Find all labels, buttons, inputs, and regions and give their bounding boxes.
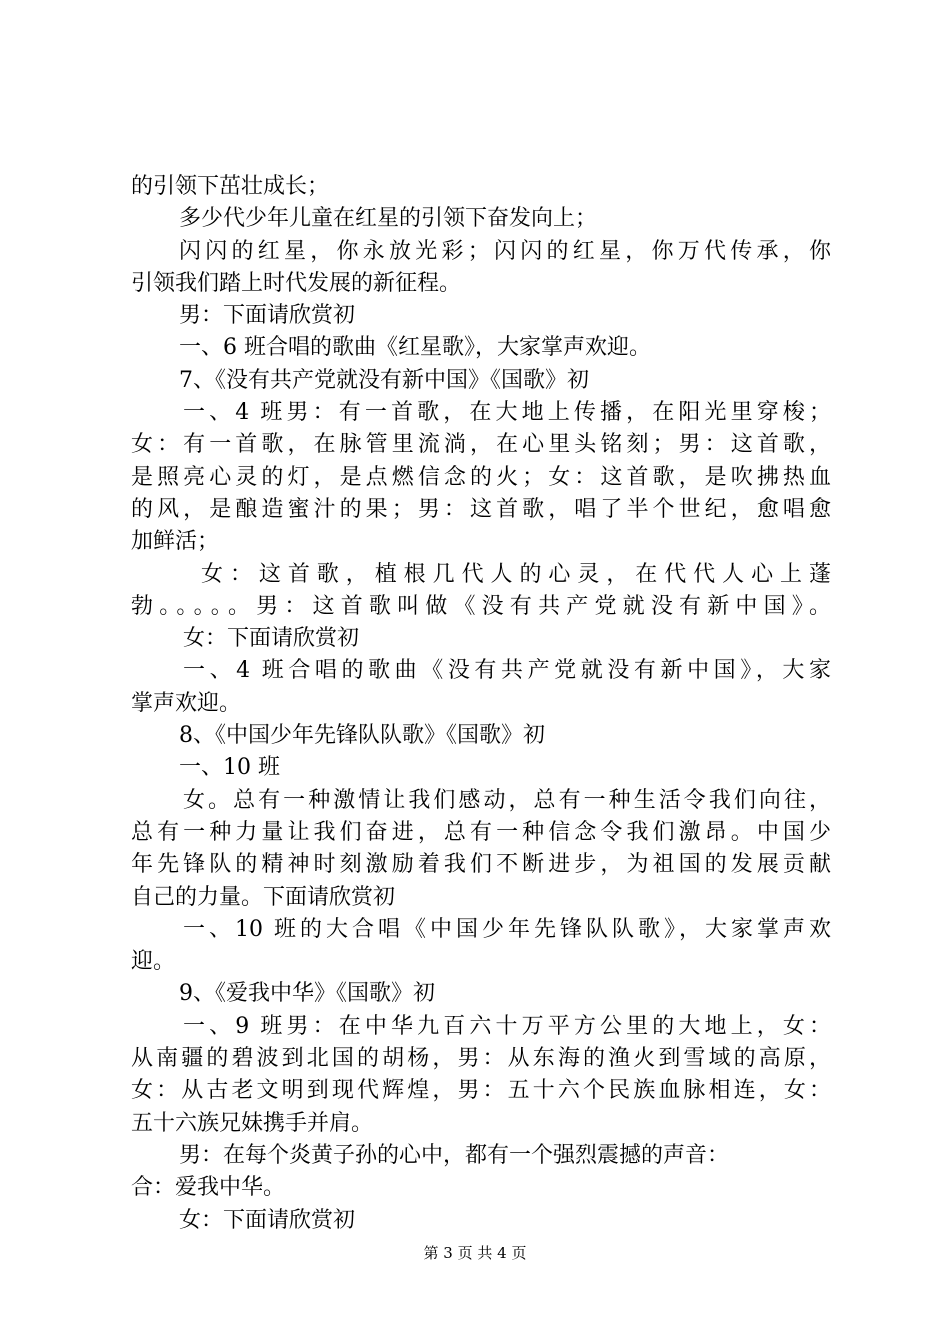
- text-line: 的风，是酿造蜜汁的果；男：这首歌，唱了半个世纪，愈唱愈: [131, 496, 831, 522]
- text-line: 掌声欢迎。: [131, 690, 242, 716]
- text-line: 闪闪的红星，你永放光彩；闪闪的红星，你万代传承，你: [179, 238, 831, 264]
- text-line: 8、《中国少年先锋队队歌》《国歌》初: [179, 723, 545, 749]
- page-number-label: 第 3 页 共 4 页: [423, 1244, 527, 1262]
- document-body: [131, 171, 831, 1237]
- text-line: 一、10 班: [179, 755, 280, 781]
- text-line: 女。总有一种激情让我们感动，总有一种生活令我们向往，: [183, 787, 831, 813]
- text-line: 勃。。。。。男：这首歌叫做《没有共产党就没有新中国》。: [131, 593, 831, 619]
- text-line: 一、4 班合唱的歌曲《没有共产党就没有新中国》，大家: [183, 658, 831, 684]
- text-line: 合：爱我中华。: [131, 1175, 286, 1201]
- text-line: 多少代少年儿童在红星的引领下奋发向上；: [179, 206, 598, 232]
- text-line: 从南疆的碧波到北国的胡杨，男：从东海的渔火到雪域的高原，: [131, 1046, 831, 1072]
- text-line: 自己的力量。下面请欣赏初: [131, 884, 396, 910]
- text-line: 女：下面请欣赏初: [183, 626, 360, 652]
- text-line: 加鲜活；: [131, 529, 220, 555]
- text-line: 7、《没有共产党就没有新中国》《国歌》初: [179, 367, 589, 393]
- text-line: 一、9 班男：在中华九百六十万平方公里的大地上，女：: [183, 1013, 831, 1039]
- text-line: 女：这首歌，植根几代人的心灵，在代代人心上蓬: [201, 561, 831, 587]
- text-line: 女：有一首歌，在脉管里流淌，在心里头铭刻；男：这首歌，: [131, 432, 831, 458]
- text-line: 年先锋队的精神时刻激励着我们不断进步，为祖国的发展贡献: [131, 852, 831, 878]
- text-line: 总有一种力量让我们奋进，总有一种信念令我们激昂。中国少: [131, 819, 831, 845]
- text-line: 9、《爱我中华》《国歌》初: [179, 981, 435, 1007]
- text-line: 引领我们踏上时代发展的新征程。: [131, 270, 462, 296]
- text-line: 五十六族兄妹携手并肩。: [131, 1110, 374, 1136]
- text-line: 男：下面请欣赏初: [179, 303, 356, 329]
- text-line: 一、6 班合唱的歌曲《红星歌》，大家掌声欢迎。: [179, 335, 651, 361]
- text-line: 男：在每个炎黄子孙的心中，都有一个强烈震撼的声音：: [179, 1142, 730, 1168]
- page-footer: [0, 1243, 950, 1263]
- text-line: 女：从古老文明到现代辉煌，男：五十六个民族血脉相连，女：: [131, 1078, 831, 1104]
- text-line: 一、4 班男：有一首歌，在大地上传播，在阳光里穿梭；: [183, 400, 831, 426]
- text-line: 迎。: [131, 949, 176, 975]
- text-line: 女：下面请欣赏初: [179, 1207, 356, 1233]
- text-line: 是照亮心灵的灯，是点燃信念的火；女：这首歌，是吹拂热血: [131, 464, 831, 490]
- text-line: 一、10 班的大合唱《中国少年先锋队队歌》，大家掌声欢: [183, 916, 831, 942]
- text-line: 的引领下茁壮成长；: [131, 174, 330, 199]
